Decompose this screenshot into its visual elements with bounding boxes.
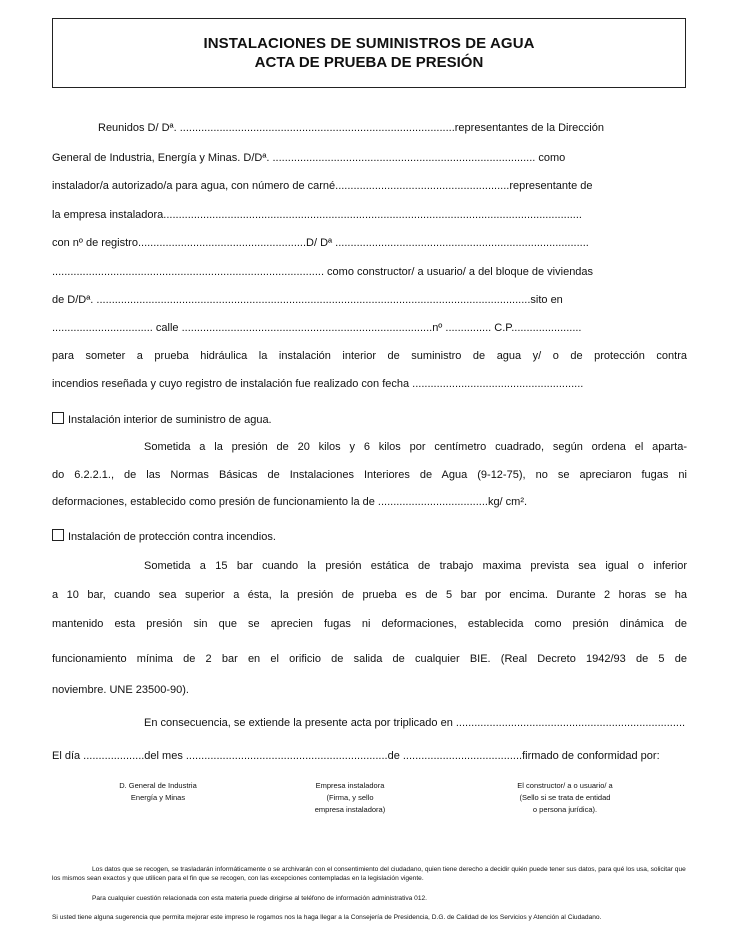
section2-line-1: Sometida a 15 bar cuando la presión estática de trabajo maxima prevista sea igual o inferior — [144, 560, 687, 572]
footer-suggestion-note: Si usted tiene alguna sugerencia que permita mejorar este impreso le rogamos nos la haga llegar a la Consejería de Presidencia, D.G. de Calidad de los Servicios y Atención al Ciudadano. — [52, 914, 602, 921]
body-line-4: la empresa instaladora......................................................................................................................................... — [52, 209, 582, 221]
section2-line-2: a 10 bar, cuando sea superior a ésta, la presión de prueba es de 5 bar por encima. Durante 2 horas se ha — [52, 589, 687, 601]
body-line-2: General de Industria, Energía y Minas. D/Dª. ...................................................................................... como — [52, 152, 566, 164]
document-subtitle: ACTA DE PRUEBA DE PRESIÓN — [254, 54, 484, 71]
document-title: INSTALACIONES DE SUMINISTROS DE AGUA — [203, 35, 535, 52]
body-line-10: incendios reseñada y cuyo registro de instalación fue realizado con fecha ........................................................ — [52, 378, 584, 390]
body-line-9: para someter a prueba hidráulica la instalación interior de suministro de agua y/ o de protección contra — [52, 350, 687, 362]
footer-contact-note: Para cualquier cuestión relacionada con esta materia puede dirigirse al teléfono de información administrativa 012. — [92, 895, 428, 902]
footer-privacy-note: Los datos que se recogen, se trasladarán informáticamente o se archivarán con el consentimiento del ciudadano, quien tiene derecho a decidir quién puede tener sus datos, para qué los usa, solicitar que los mismos sean exactos y que utilicen para el fin que se recogen, con las excepciones contempladas en la legislación vigente. — [52, 866, 686, 882]
section2-line-3: mantenido esta presión sin que se aprecien fugas ni deformaciones, establecida como presión dinámica de — [52, 618, 687, 630]
title-box — [52, 18, 686, 88]
closing-place-line: En consecuencia, se extiende la presente acta por triplicado en ........................................................................... — [144, 717, 686, 729]
signature-builder-line2: (Sello si se trata de entidad — [519, 793, 611, 802]
signature-industry-line1: D. General de Industria — [119, 781, 197, 790]
fire-protection-label: Instalación de protección contra incendios. — [68, 531, 276, 543]
signature-industry-line2: Energía y Minas — [130, 793, 186, 802]
body-line-3: instalador/a autorizado/a para agua, con número de carné.........................................................representante de — [52, 180, 593, 192]
fire-protection-checkbox[interactable] — [52, 529, 64, 541]
signature-installer-line1: Empresa instaladora — [315, 781, 385, 790]
body-line-8: ................................. calle ..................................................................................nº ............... C.P....................... — [52, 322, 582, 334]
body-line-1: Reunidos D/ Dª. ..........................................................................................representantes de la Dirección — [98, 122, 604, 134]
water-supply-label: Instalación interior de suministro de agua. — [68, 414, 272, 426]
signature-installer-line2: (Firma, y sello — [326, 793, 374, 802]
signature-block-builder — [495, 780, 635, 816]
signature-installer-line3: empresa instaladora) — [314, 805, 386, 814]
section2-line-4: funcionamiento mínima de 2 bar en el orificio de salida de cualquier BIE. (Real Decreto 1942/93 de 5 de — [52, 653, 687, 665]
water-supply-checkbox-row[interactable] — [52, 412, 687, 426]
section1-line-1: Sometida a la presión de 20 kilos y 6 kilos por centímetro cuadrado, según ordena el aparta- — [144, 441, 687, 453]
signature-block-installer — [290, 780, 410, 816]
body-line-7: de D/Dª. ..............................................................................................................................................sito en — [52, 294, 563, 306]
signature-block-industry — [98, 780, 218, 804]
signature-builder-line3: o persona jurídica). — [532, 805, 598, 814]
section1-line-3: deformaciones, establecido como presión de funcionamiento la de ....................................kg/ cm². — [52, 496, 528, 508]
section2-line-5: noviembre. UNE 23500-90). — [52, 684, 189, 696]
body-line-6: ......................................................................................... como constructor/ a usuario/ a del bloque de viviendas — [52, 266, 594, 278]
section1-line-2: do 6.2.2.1., de las Normas Básicas de Instalaciones Interiores de Agua (9-12-75), no se apreciaron fugas ni — [52, 469, 687, 481]
closing-date-line: El día ....................del mes ..................................................................de .......................................firmado de conformidad por: — [52, 750, 660, 762]
body-line-5: con nº de registro.......................................................D/ Dª ................................................................................... — [52, 237, 589, 249]
signature-builder-line1: El constructor/ a o usuario/ a — [517, 781, 613, 790]
fire-protection-checkbox-row[interactable] — [52, 529, 687, 543]
water-supply-checkbox[interactable] — [52, 412, 64, 424]
